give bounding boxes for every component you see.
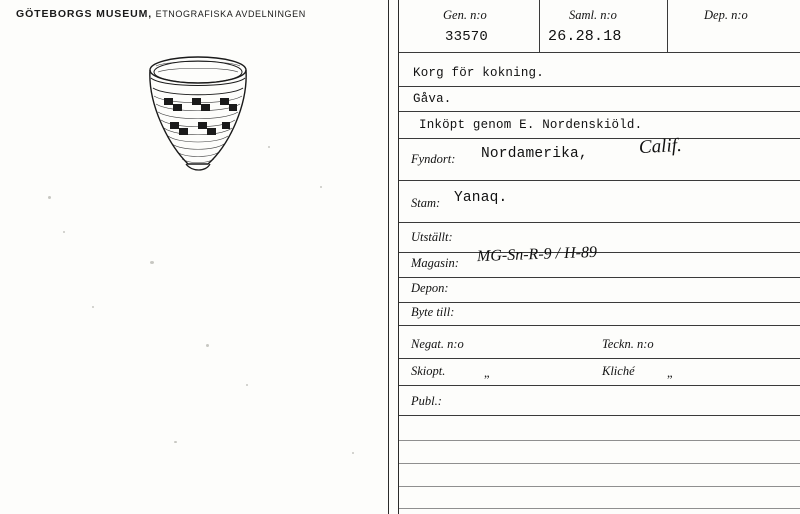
rule-16	[399, 508, 800, 509]
paper-speck	[206, 344, 209, 347]
magasin-label: Magasin:	[411, 256, 459, 270]
museum-header	[16, 8, 306, 20]
negat-no-label: Negat. n:o	[411, 337, 464, 351]
skiopt-ditto: „	[484, 366, 490, 380]
rule-11	[399, 385, 800, 386]
paper-speck	[174, 441, 177, 443]
rule-6	[399, 252, 800, 253]
purchase-note-value: Inköpt genom E. Nordenskiöld.	[419, 118, 643, 132]
museum-name: GÖTEBORGS MUSEUM,	[16, 8, 153, 20]
card-left-panel	[0, 0, 390, 514]
saml-no-label: Saml. n:o	[569, 8, 617, 22]
fyndort-handwritten-value: Calif.	[638, 134, 683, 159]
kliche-label: Kliché	[602, 364, 635, 378]
paper-speck	[63, 231, 65, 233]
gen-no-value: 33570	[445, 29, 489, 45]
fyndort-value: Nordamerika,	[481, 146, 588, 162]
paper-speck	[150, 261, 154, 264]
acquisition-value: Gåva.	[413, 92, 452, 106]
rule-14	[399, 463, 800, 464]
rule-header-bottom	[399, 52, 800, 53]
stam-label: Stam:	[411, 196, 441, 210]
rule-1	[399, 86, 800, 87]
rule-8	[399, 302, 800, 303]
card-form-panel	[399, 0, 800, 514]
basket-drawing	[112, 48, 292, 188]
rule-12	[399, 415, 800, 416]
paper-speck	[320, 186, 322, 188]
fyndort-label: Fyndort:	[411, 152, 456, 166]
rule-10	[399, 358, 800, 359]
magasin-value: MG-Sn-R-9 / H-89	[476, 243, 598, 266]
dep-no-label: Dep. n:o	[704, 8, 748, 22]
skiopt-label: Skiopt.	[411, 364, 446, 378]
paper-speck	[48, 196, 51, 199]
rule-3	[399, 138, 800, 139]
gen-no-label: Gen. n:o	[443, 8, 487, 22]
rule-15	[399, 486, 800, 487]
rule-2	[399, 111, 800, 112]
rule-7	[399, 277, 800, 278]
stam-value: Yanaq.	[454, 190, 508, 206]
rule-saml-dep	[667, 0, 668, 52]
rule-4	[399, 180, 800, 181]
depon-label: Depon:	[411, 281, 449, 295]
museum-department: ETNOGRAFISKA AVDELNINGEN	[155, 9, 306, 19]
teckn-no-label: Teckn. n:o	[602, 337, 654, 351]
saml-no-value: 26.28.18	[548, 28, 622, 45]
paper-speck	[92, 306, 94, 308]
paper-speck	[268, 146, 270, 148]
paper-speck	[352, 452, 354, 454]
rule-9	[399, 325, 800, 326]
rule-5	[399, 222, 800, 223]
object-name-value: Korg för kokning.	[413, 66, 544, 80]
rule-gen-saml	[539, 0, 540, 52]
kliche-ditto: „	[667, 366, 673, 380]
divider-rule-outer	[388, 0, 389, 514]
publ-label: Publ.:	[411, 394, 442, 408]
rule-13	[399, 440, 800, 441]
paper-speck	[246, 384, 248, 386]
byte-till-label: Byte till:	[411, 305, 455, 319]
utstallt-label: Utställt:	[411, 230, 453, 244]
